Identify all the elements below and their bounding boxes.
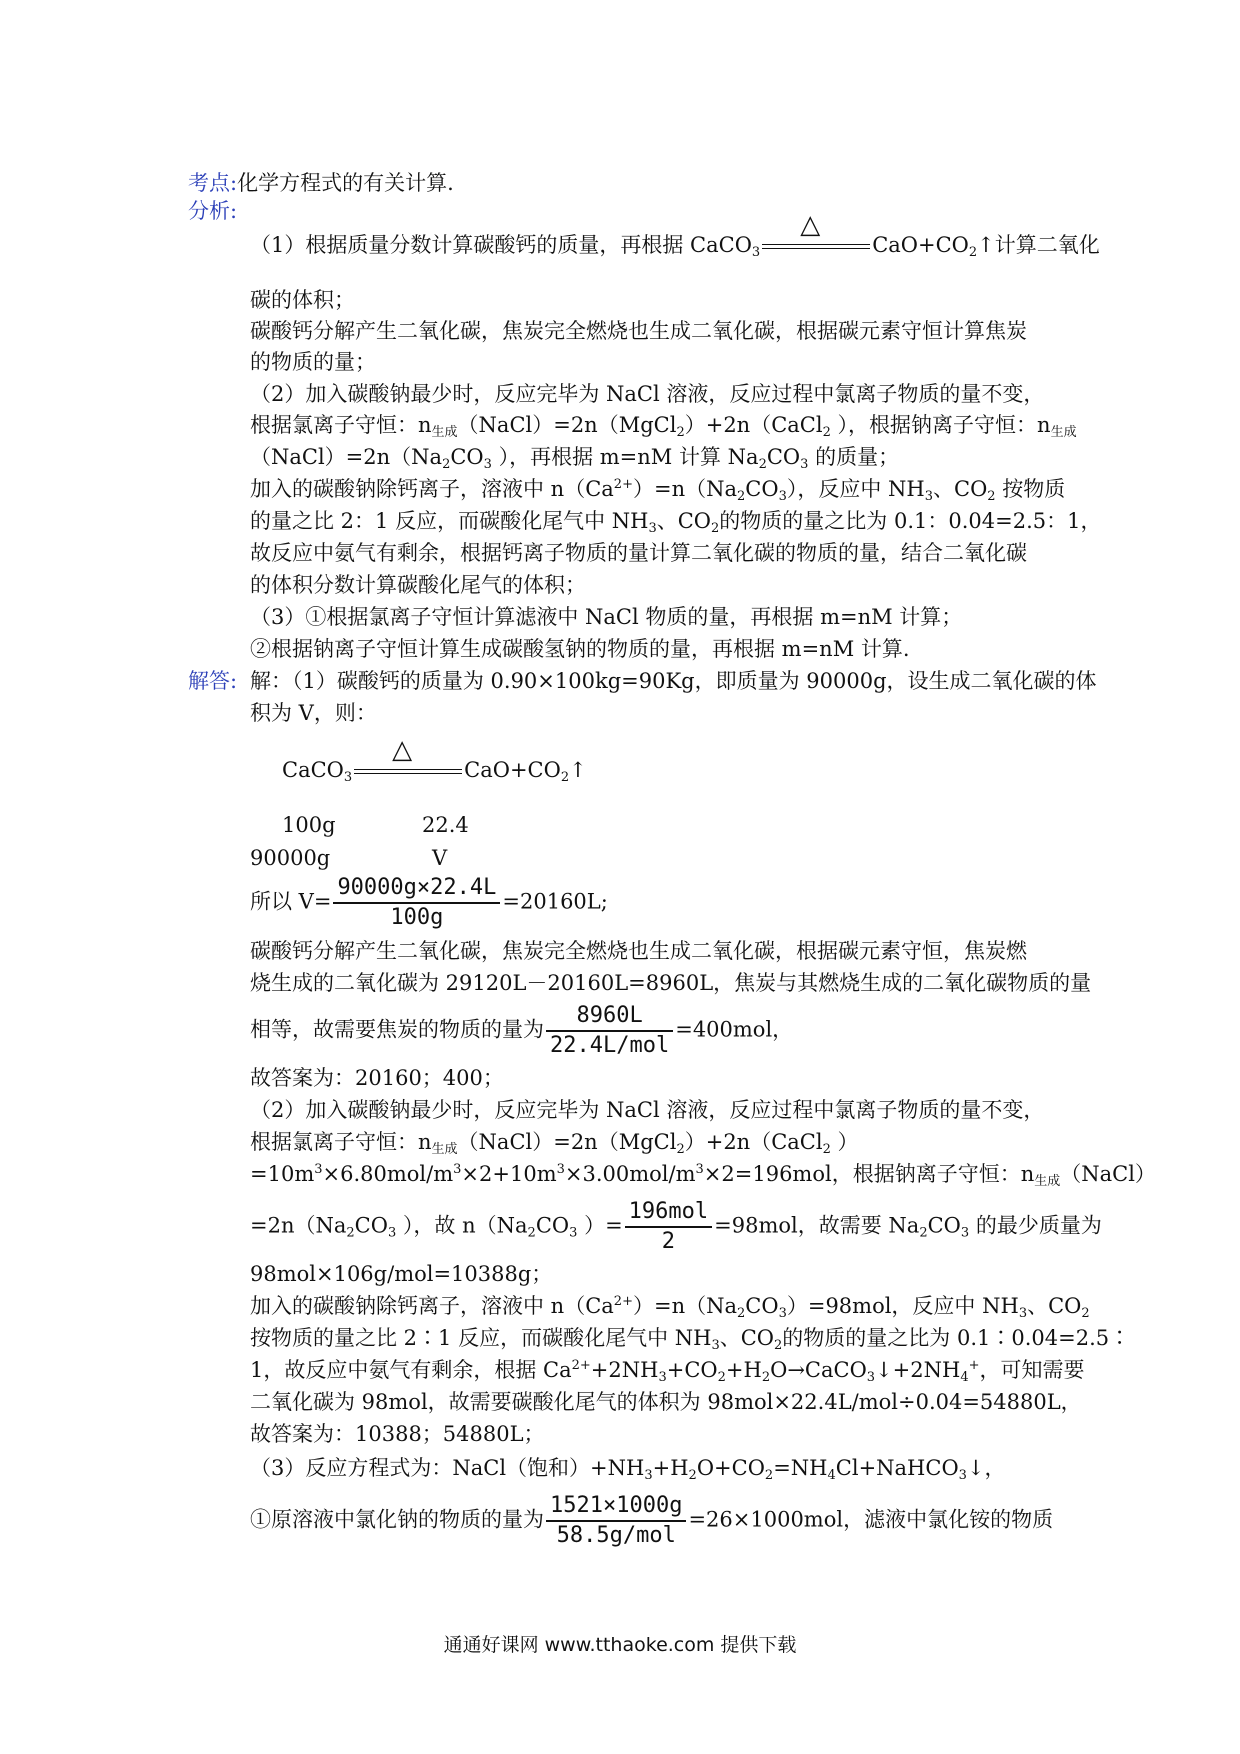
fenxi-line-9: 的量之比 2：1 反应，而碳酸化尾气中 $NH_3$、$CO_2$的物质的量之比为 0.1：0.04=2.5：1， bbox=[250, 509, 1102, 536]
fenxi-line-11: 的体积分数计算碳酸化尾气的体积； bbox=[250, 573, 586, 597]
jieda-p2: 烧生成的二氧化碳为 29120L－20160L=8960L，焦炭与其燃烧生成的二氧化碳物质的量 bbox=[250, 971, 1092, 995]
volume-fraction: $\frac{90000g\times 22.4L}{100g}$ bbox=[333, 874, 500, 932]
jieda-q2d: $=2n(Na_2CO_3$ ），故 $n(Na_2CO_3$ ）= $\frac{\text{196mol}}{2}$ =98mol，故需要 $Na_2CO_3$ 的最少质量为 bbox=[250, 1199, 1102, 1254]
fenxi-line-1: （1）根据质量分数计算碳酸钙的质量，再根据 CaCO$_3$ △ $CaO+CO_2↑$计算二氧化 bbox=[250, 209, 1100, 260]
coke-fraction: $\frac{8960L}{\text{22.4L/mol}}$ bbox=[546, 1002, 673, 1060]
jieda-q2c: $=10m^3\times 6.80mol/m^3\times 2+10m^3\times 3.00mol/m^3\times 2=196mol$，根据钠离子守恒：$n_{生成}(NaCl)$ bbox=[250, 1162, 1156, 1189]
jieda-q3: （3）反应方程式为：NaCl（饱和）$+NH_3+H_2O+CO_2=NH_4Cl+NaHCO_3↓$， bbox=[250, 1456, 1006, 1483]
fenxi-line-6: 根据氯离子守恒：$n_{生成}(NaCl)=2n(MgCl_2)+2n(CaCl_2$ ），根据钠离子守恒：$n_{生成}$ bbox=[250, 413, 1077, 440]
fenxi-line-7: $(NaCl)=2n(Na_2CO_3$ ），再根据 m=nM 计算 $Na_2CO_3$ 的质量； bbox=[250, 445, 900, 472]
heating-arrow-2 bbox=[354, 734, 462, 785]
nacl-fraction: $\frac{1521\times 1000g}{\text{58.5g/mol}}$ bbox=[546, 1492, 686, 1550]
fenxi-line-13: ②根据钠离子守恒计算生成碳酸氢钠的物质的量，再根据 m=nM 计算. bbox=[250, 637, 910, 661]
heat-triangle-icon: △ bbox=[800, 209, 821, 240]
ratio-vol-1: 22.4 bbox=[422, 813, 469, 837]
kaodian-line bbox=[188, 170, 454, 196]
fenxi-line-8: 加入的碳酸钠除钙离子，溶液中 $n(Ca^{2+})=n(Na_2CO_3)$，反应中 $NH_3$、$CO_2$ 按物质 bbox=[250, 477, 1066, 504]
ratio-mass-1: 100g bbox=[282, 813, 336, 837]
jieda-p3: 相等，故需要焦炭的物质的量为 $\frac{8960L}{\text{22.4L/mol}}$ =400mol， bbox=[250, 1003, 794, 1058]
answer-1: 故答案为：20160；400； bbox=[250, 1066, 504, 1090]
ratio-vol-2: V bbox=[432, 846, 448, 870]
footer-source: 通通好课网 www.tthaoke.com 提供下载 bbox=[443, 1634, 797, 1656]
fenxi-line-10: 故反应中氨气有剩余，根据钙离子物质的量计算二氧化碳的物质的量，结合二氧化碳 bbox=[250, 541, 1027, 565]
fenxi-line-5: （2）加入碳酸钠最少时，反应完毕为 NaCl 溶液，反应过程中氯离子物质的量不变， bbox=[250, 382, 1045, 406]
jieda-line-2: 积为 V，则： bbox=[250, 701, 377, 725]
fenxi-label: 分析: bbox=[188, 199, 238, 223]
jieda-equation: CaCO$_3$ △ $CaO+CO_2↑$ bbox=[282, 734, 587, 785]
jieda-q3g: ①原溶液中氯化钠的物质的量为 $\frac{1521\times 1000g}{\text{58.5g/mol}}$ =26×1000mol，滤液中氯化铵的物质 bbox=[250, 1493, 1054, 1548]
jieda-q2i: 二氧化碳为 98mol，故需要碳酸化尾气的体积为 98mol×22.4L/mol÷0.04=54880L， bbox=[250, 1390, 1082, 1414]
jieda-q2b: 根据氯离子守恒：$n_{生成}(NaCl)=2n(MgCl_2)+2n(CaCl_2$ ） bbox=[250, 1130, 859, 1157]
na2co3-fraction: $\frac{\text{196mol}}{2}$ bbox=[625, 1198, 712, 1256]
fenxi-line-2: 碳的体积； bbox=[250, 288, 355, 312]
jieda-line-1: 解：（1）碳酸钙的质量为 0.90×100kg=90Kg，即质量为 90000g，设生成二氧化碳的体 bbox=[250, 669, 1097, 693]
kaodian-label: 考点: bbox=[188, 171, 238, 195]
jieda-volume-line: 所以 V= $\frac{90000g\times 22.4L}{100g}$ =20160L; bbox=[250, 875, 608, 930]
ratio-mass-2: 90000g bbox=[250, 846, 331, 870]
fenxi-line-4: 的物质的量； bbox=[250, 350, 376, 374]
kaodian-text: 化学方程式的有关计算. bbox=[237, 171, 454, 195]
jieda-p1: 碳酸钙分解产生二氧化碳，焦炭完全燃烧也生成二氧化碳，根据碳元素守恒，焦炭燃 bbox=[250, 939, 1027, 963]
jieda-label: 解答: bbox=[188, 669, 238, 693]
jieda-q2g: 按物质的量之比 2∶1 反应，而碳酸化尾气中 $NH_3$、$CO_2$的物质的量之比为 0.1∶0.04=2.5∶ bbox=[250, 1326, 1131, 1353]
fenxi-line-12: （3）①根据氯离子守恒计算滤液中 NaCl 物质的量，再根据 m=nM 计算； bbox=[250, 605, 963, 629]
jieda-q2e: 98mol×106g/mol=10388g； bbox=[250, 1262, 553, 1286]
heating-arrow bbox=[762, 209, 870, 260]
jieda-q2h: 1，故反应中氨气有剩余，根据 $Ca^{2+}+2NH_3+CO_2+H_2O\to CaCO_3↓+2NH_4^+$，可知需要 bbox=[250, 1358, 1085, 1385]
fenxi-line-3: 碳酸钙分解产生二氧化碳，焦炭完全燃烧也生成二氧化碳，根据碳元素守恒计算焦炭 bbox=[250, 319, 1027, 343]
answer-2: 故答案为：10388；54880L； bbox=[250, 1422, 545, 1446]
jieda-q2f: 加入的碳酸钠除钙离子，溶液中 $n(Ca^{2+})=n(Na_2CO_3)=98mol$，反应中 $NH_3$、$CO_2$ bbox=[250, 1294, 1090, 1321]
jieda-q2: （2）加入碳酸钠最少时，反应完毕为 NaCl 溶液，反应过程中氯离子物质的量不变， bbox=[250, 1098, 1045, 1122]
heat-triangle-icon: △ bbox=[392, 734, 413, 765]
